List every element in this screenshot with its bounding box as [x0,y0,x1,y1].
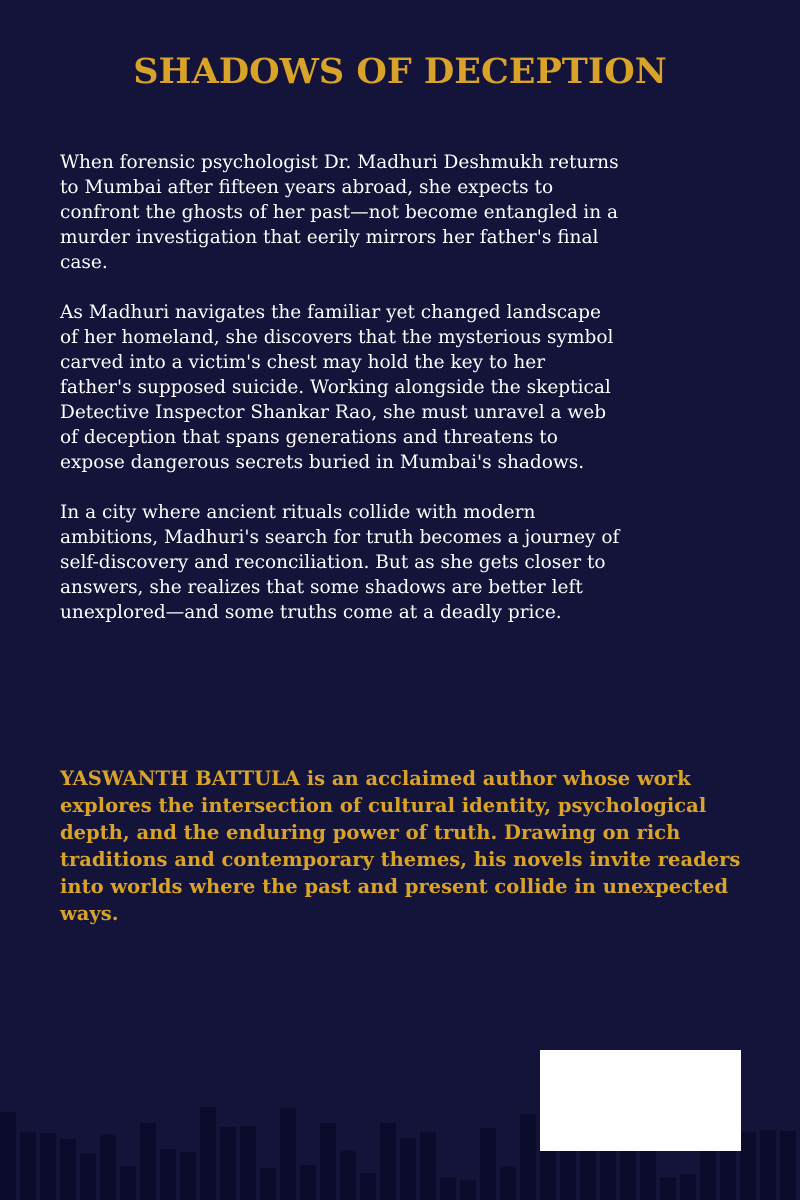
skyline-building [160,1149,176,1200]
skyline-building [0,1112,16,1200]
skyline-building [280,1108,296,1200]
skyline-building [460,1180,476,1200]
skyline-building [440,1177,456,1200]
blurb-paragraph: In a city where ancient rituals collide with modern ambitions, Madhuri's search for truth becomes a journey of self-discovery and reconciliation. But as she gets closer to answers, she realizes that some shadows are better left unexplored—and some truths come at a deadly price. [60,502,620,623]
skyline-building [780,1131,796,1200]
skyline-building [220,1127,236,1200]
author-bio: YASWANTH BATTULA is an acclaimed author whose work explores the intersection of cultural identity, psychological depth, and the enduring power of truth. Drawing on rich traditions and contemporary themes, his novels invite readers into worlds where the past and present collide in unexpected ways. [60,767,741,925]
skyline-building [320,1123,336,1200]
blurb-paragraph: As Madhuri navigates the familiar yet changed landscape of her homeland, she discovers that the mysterious symbol carved into a victim's chest may hold the key to her father's supposed suicide. Working alongside the skeptical Detective Inspector Shankar Rao, she must unravel a web of deception that spans generations and threatens to expose dangerous secrets buried in Mumbai's shadows. [60,302,614,473]
book-blurb [60,150,620,650]
skyline-building [100,1134,116,1200]
skyline-building [740,1132,756,1200]
skyline-building [80,1153,96,1200]
skyline-building [500,1166,516,1200]
skyline-building [480,1128,496,1200]
skyline-building [240,1126,256,1200]
skyline-building [340,1150,356,1200]
book-title: SHADOWS OF DECEPTION [133,51,667,92]
skyline-building [180,1152,196,1200]
skyline-building [40,1133,56,1200]
skyline-building [300,1165,316,1200]
skyline-building [260,1168,276,1200]
skyline-building [660,1177,676,1200]
blurb-paragraph: When forensic psychologist Dr. Madhuri Deshmukh returns to Mumbai after fifteen years abroad, she expects to confront the ghosts of her past—not become entangled in a murder investigation that eerily mirrors her father's final case. [60,152,619,273]
skyline-building [760,1130,776,1200]
skyline-building [380,1123,396,1200]
skyline-building [520,1114,536,1200]
skyline-building [680,1174,696,1200]
skyline-building [200,1107,216,1200]
skyline-building [360,1173,376,1200]
skyline-building [580,1147,596,1200]
skyline-building [20,1132,36,1200]
skyline-building [720,1147,736,1200]
barcode-placeholder [540,1050,741,1151]
skyline-building [400,1138,416,1200]
skyline-building [120,1166,136,1200]
skyline-building [540,1144,556,1200]
skyline-building [60,1139,76,1200]
skyline-building [560,1148,576,1200]
skyline-building [420,1132,436,1200]
skyline-building [140,1123,156,1200]
